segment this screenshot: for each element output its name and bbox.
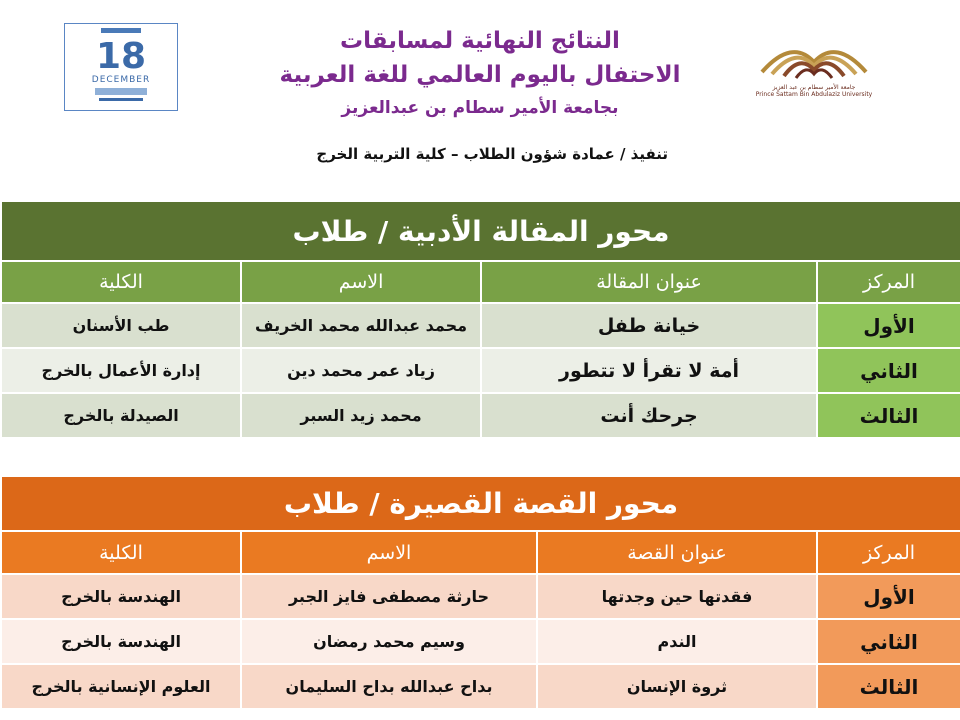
rank-cell: الثالث (817, 664, 960, 709)
story-results-table (0, 475, 960, 710)
rank-cell: الأول (817, 574, 960, 619)
story-title-cell: فقدتها حين وجدتها (537, 574, 817, 619)
col-header-rank: المركز (817, 531, 960, 574)
col-header-name: الاسم (241, 261, 481, 303)
essay-results-table (0, 200, 960, 439)
title-line-1: النتائج النهائية لمسابقات (340, 28, 620, 54)
rank-cell: الثاني (817, 619, 960, 664)
name-cell: حارثة مصطفى فايز الجبر (241, 574, 537, 619)
essay-title-cell: خيانة طفل (481, 303, 817, 348)
university-name-en: Prince Sattam Bin Abdulaziz University (755, 91, 873, 98)
college-cell: العلوم الإنسانية بالخرج (1, 664, 241, 709)
col-header-rank: المركز (817, 261, 960, 303)
college-cell: الهندسة بالخرج (1, 574, 241, 619)
rank-cell: الثاني (817, 348, 960, 393)
university-logo (752, 32, 876, 106)
col-header-college: الكلية (1, 261, 241, 303)
college-cell: الصيدلة بالخرج (1, 393, 241, 438)
arabic-language-day-logo (64, 23, 178, 111)
story-title-cell: ثروة الإنسان (537, 664, 817, 709)
story-title-cell: الندم (537, 619, 817, 664)
logo-number: 18 (95, 36, 147, 77)
logo-month: DECEMBER (91, 75, 151, 85)
title-line-3: بجامعة الأمير سطام بن عبدالعزيز (341, 98, 619, 118)
rank-cell: الثالث (817, 393, 960, 438)
college-cell: إدارة الأعمال بالخرج (1, 348, 241, 393)
table-row (1, 348, 960, 393)
college-cell: الهندسة بالخرج (1, 619, 241, 664)
table-row (1, 619, 960, 664)
story-section-title: محور القصة القصيرة / طلاب (1, 476, 960, 531)
col-header-name: الاسم (241, 531, 537, 574)
rank-cell: الأول (817, 303, 960, 348)
name-cell: وسيم محمد رمضان (241, 619, 537, 664)
table-row (1, 303, 960, 348)
table-row (1, 664, 960, 709)
subtitle: تنفيذ / عمادة شؤون الطلاب – كلية التربية الخرج (316, 145, 668, 163)
name-cell: زياد عمر محمد دين (241, 348, 481, 393)
table-row (1, 574, 960, 619)
col-header-college: الكلية (1, 531, 241, 574)
essay-section-title: محور المقالة الأدبية / طلاب (1, 201, 960, 261)
table-row (1, 393, 960, 438)
university-name-ar: جامعة الأمير سطام بن عبد العزيز (772, 84, 856, 91)
col-header-story-title: عنوان القصة (537, 531, 817, 574)
essay-title-cell: جرحك أنت (481, 393, 817, 438)
name-cell: محمد زيد السبر (241, 393, 481, 438)
name-cell: محمد عبدالله محمد الخريف (241, 303, 481, 348)
arabic-day-emblem-icon (65, 24, 177, 110)
name-cell: بداح عبدالله بداح السليمان (241, 664, 537, 709)
college-cell: طب الأسنان (1, 303, 241, 348)
col-header-essay-title: عنوان المقالة (481, 261, 817, 303)
essay-title-cell: أمة لا تقرأ لا تتطور (481, 348, 817, 393)
university-emblem-icon (752, 32, 876, 80)
title-line-2: الاحتفال باليوم العالمي للغة العربية (279, 62, 681, 88)
